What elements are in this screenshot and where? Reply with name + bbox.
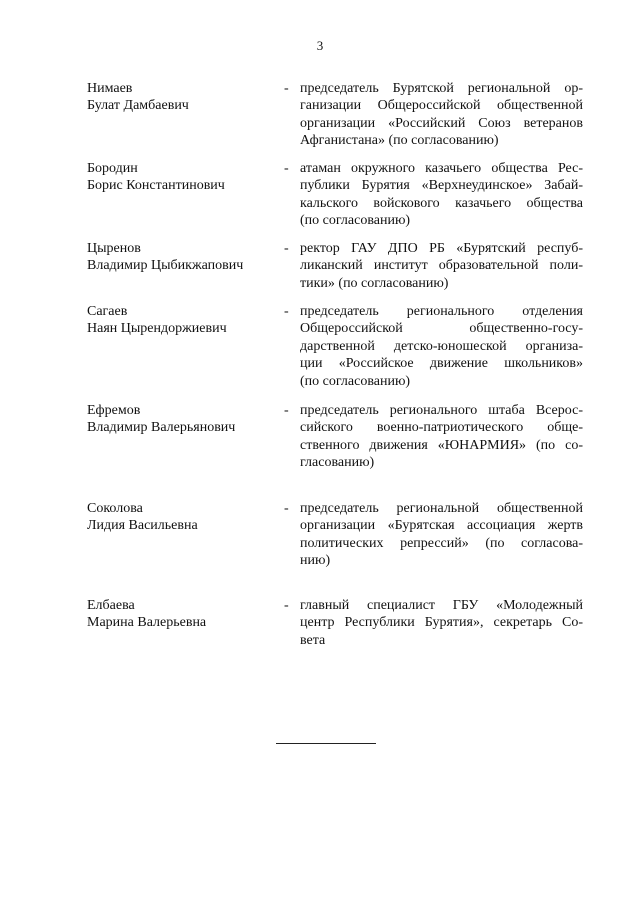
entry-dash: - (284, 161, 289, 176)
position-line: кальского войскового казачьего общества (300, 195, 583, 211)
position-line: Общероссийской общественно-госу- (300, 321, 583, 337)
position-line: публики Бурятия «Верхнеудинское» Забай- (300, 178, 583, 194)
member-position (300, 597, 583, 649)
position-line: ликанский институт образовательной поли- (300, 258, 583, 274)
member-name (87, 240, 277, 275)
position-line: сийского военно-патриотического обще- (300, 420, 583, 436)
position-line: ственного движения «ЮНАРМИЯ» (по со- (300, 437, 583, 453)
member-given-names: Владимир Цыбикжапович (87, 258, 244, 274)
member-name (87, 160, 277, 195)
member-surname: Елбаева (87, 598, 135, 613)
position-line: нию) (300, 553, 331, 569)
member-given-names: Лидия Васильевна (87, 518, 198, 534)
position-line: организации «Бурятская ассоциация жертв (300, 518, 583, 534)
member-position (300, 80, 583, 150)
position-line: Афганистана» (по согласованию) (300, 133, 499, 149)
entry-dash: - (284, 598, 289, 613)
position-line: вета (300, 632, 326, 648)
position-line: ции «Российское движение школьников» (300, 356, 583, 372)
page-number: 3 (316, 38, 324, 53)
position-line: тики» (по согласованию) (300, 275, 449, 291)
member-given-names: Владимир Валерьянович (87, 420, 236, 436)
member-position (300, 303, 583, 390)
entry-dash: - (284, 403, 289, 418)
position-line: (по согласованию) (300, 213, 411, 229)
end-of-list-rule (276, 743, 376, 744)
member-surname: Соколова (87, 501, 143, 516)
position-line: (по согласованию) (300, 373, 411, 389)
member-given-names: Марина Валерьевна (87, 615, 207, 631)
position-line: ганизации Общероссийской общественной (300, 98, 583, 114)
member-surname: Бородин (87, 161, 138, 176)
member-position (300, 240, 583, 292)
member-surname: Цыренов (87, 241, 141, 256)
position-line: центр Республики Бурятия», секретарь Со- (300, 615, 583, 631)
entry-dash: - (284, 501, 289, 516)
position-line: председатель регионального отделения (300, 304, 583, 319)
entry-dash: - (284, 81, 289, 96)
position-line: гласованию) (300, 455, 375, 471)
member-position (300, 500, 583, 570)
position-line: атаман окружного казачьего общества Рес- (300, 161, 583, 176)
member-position (300, 402, 583, 472)
member-name (87, 500, 277, 535)
member-position (300, 160, 583, 230)
position-line: политических репрессий» (по согласова- (300, 535, 583, 551)
member-surname: Нимаев (87, 81, 133, 96)
member-name (87, 402, 277, 437)
entry-dash: - (284, 241, 289, 256)
member-given-names: Булат Дамбаевич (87, 98, 189, 114)
member-given-names: Борис Константинович (87, 178, 225, 194)
member-given-names: Наян Цырендоржиевич (87, 321, 227, 337)
position-line: председатель региональной общественной (300, 501, 583, 516)
member-name (87, 597, 277, 632)
position-line: дарственной детско-юношеской организа- (300, 338, 583, 354)
position-line: ректор ГАУ ДПО РБ «Бурятский респуб- (300, 241, 583, 256)
member-surname: Сагаев (87, 304, 128, 319)
entry-dash: - (284, 304, 289, 319)
member-name (87, 80, 277, 115)
position-line: главный специалист ГБУ «Молодежный (300, 598, 583, 613)
member-name (87, 303, 277, 338)
position-line: председатель Бурятской региональной ор- (300, 81, 583, 96)
position-line: организации «Российский Союз ветеранов (300, 115, 583, 131)
position-line: председатель регионального штаба Всерос- (300, 403, 583, 418)
member-surname: Ефремов (87, 403, 141, 418)
